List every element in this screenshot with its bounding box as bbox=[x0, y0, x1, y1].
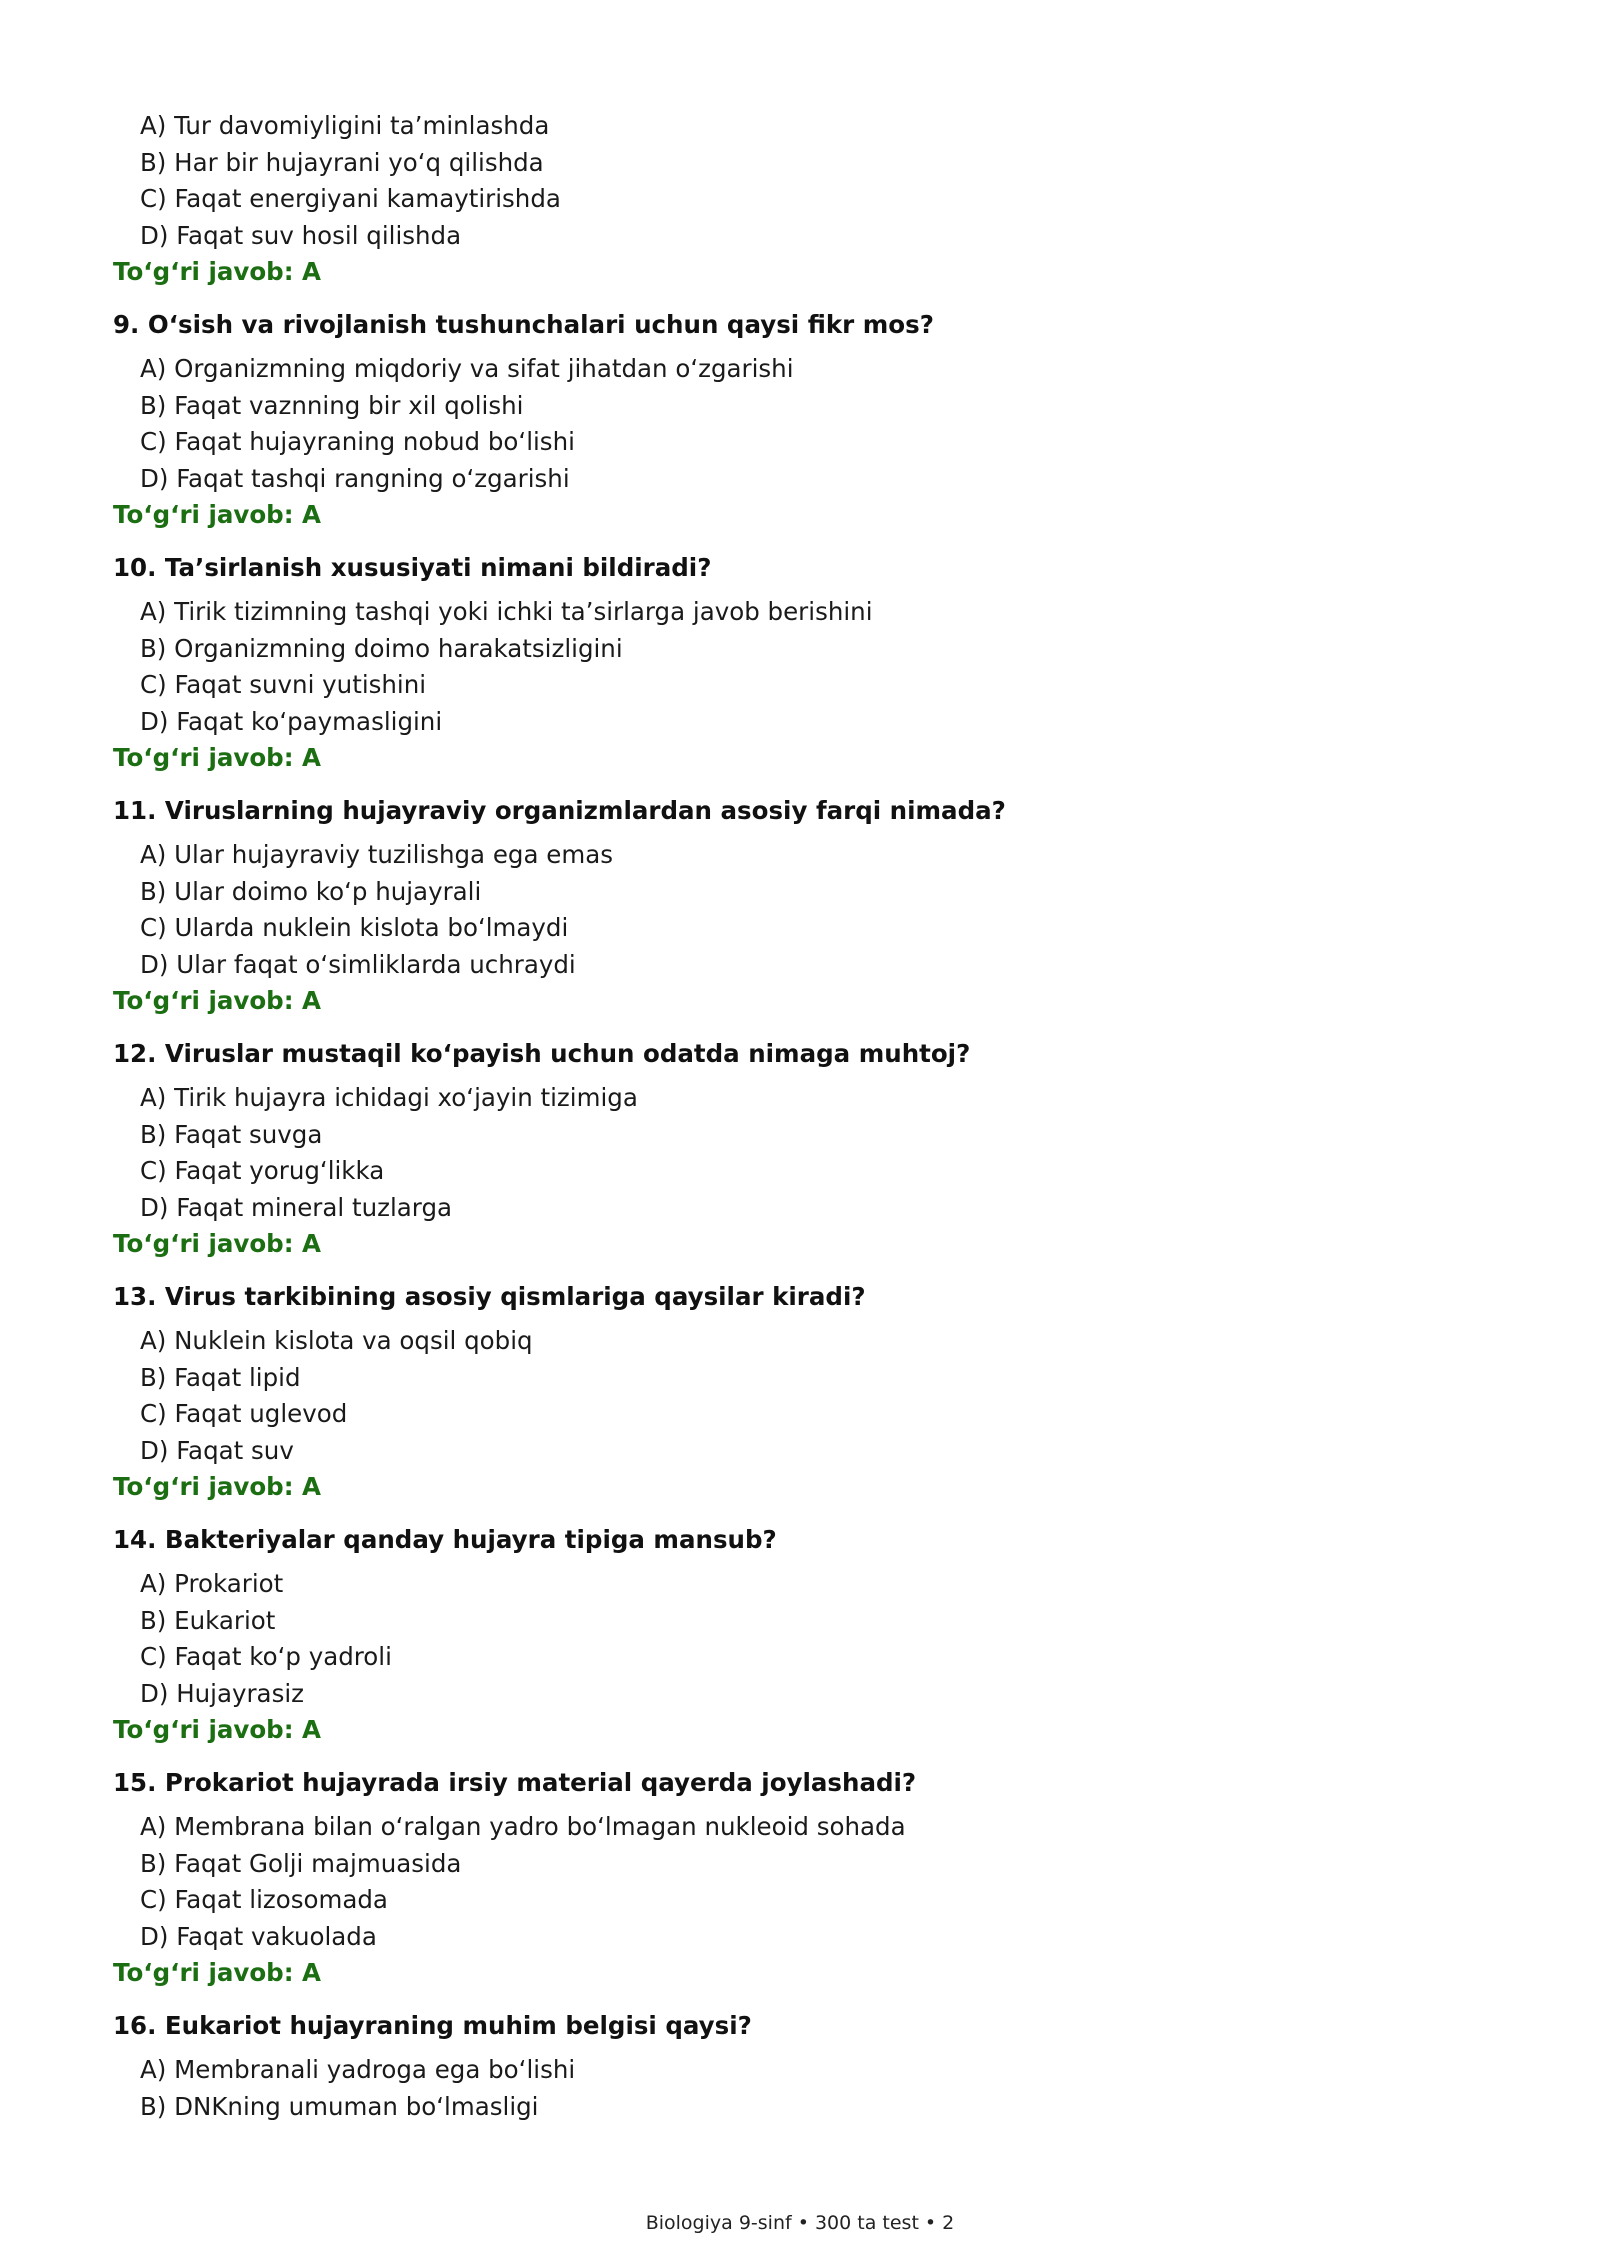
question-12 bbox=[113, 1036, 1493, 1263]
option-a: A) Tur davomiyligini ta’minlashda bbox=[140, 111, 550, 140]
option-d: D) Ular faqat o‘simliklarda uchraydi bbox=[140, 949, 576, 979]
option-c: C) Faqat suvni yutishini bbox=[140, 670, 427, 699]
question-10 bbox=[113, 550, 1493, 777]
option-b: B) Faqat Golji majmuasida bbox=[140, 1848, 462, 1878]
option-c: C) Ularda nuklein kislota bo‘lmaydi bbox=[140, 913, 569, 942]
option-d: D) Faqat vakuolada bbox=[140, 1921, 377, 1951]
correct-answer: To‘g‘ri javob: A bbox=[113, 1472, 322, 1501]
option-b: B) DNKning umuman bo‘lmasligi bbox=[140, 2091, 539, 2121]
option-b: B) Ular doimo ko‘p hujayrali bbox=[140, 876, 482, 906]
correct-answer: To‘g‘ri javob: A bbox=[113, 1958, 322, 1987]
option-b: B) Har bir hujayrani yo‘q qilishda bbox=[140, 147, 544, 177]
question-title: 11. Viruslarning hujayraviy organizmlardan asosiy farqi nimada? bbox=[113, 795, 1006, 825]
option-d: D) Faqat suv bbox=[140, 1435, 294, 1465]
option-a: A) Prokariot bbox=[140, 1569, 284, 1598]
option-a: A) Ular hujayraviy tuzilishga ega emas bbox=[140, 840, 613, 869]
correct-answer: To‘g‘ri javob: A bbox=[113, 743, 322, 772]
question-title: 14. Bakteriyalar qanday hujayra tipiga mansub? bbox=[113, 1524, 777, 1554]
question-14 bbox=[113, 1522, 1493, 1749]
option-c: C) Faqat yorug‘likka bbox=[140, 1156, 385, 1185]
correct-answer: To‘g‘ri javob: A bbox=[113, 257, 322, 286]
correct-answer: To‘g‘ri javob: A bbox=[113, 500, 322, 529]
option-d: D) Faqat tashqi rangning o‘zgarishi bbox=[140, 463, 570, 493]
question-11 bbox=[113, 793, 1493, 1020]
option-c: C) Faqat lizosomada bbox=[140, 1885, 388, 1914]
correct-answer: To‘g‘ri javob: A bbox=[113, 1715, 322, 1744]
option-c: C) Faqat uglevod bbox=[140, 1399, 348, 1428]
question-8-continuation bbox=[113, 108, 1493, 291]
test-content bbox=[113, 108, 1493, 2125]
question-15 bbox=[113, 1765, 1493, 1992]
correct-answer: To‘g‘ri javob: A bbox=[113, 1229, 322, 1258]
question-13 bbox=[113, 1279, 1493, 1506]
option-b: B) Organizmning doimo harakatsizligini bbox=[140, 633, 623, 663]
option-a: A) Organizmning miqdoriy va sifat jihatdan o‘zgarishi bbox=[140, 354, 794, 383]
option-d: D) Faqat mineral tuzlarga bbox=[140, 1192, 453, 1222]
option-d: D) Faqat suv hosil qilishda bbox=[140, 220, 462, 250]
option-b: B) Eukariot bbox=[140, 1605, 276, 1635]
option-b: B) Faqat suvga bbox=[140, 1119, 323, 1149]
question-9 bbox=[113, 307, 1493, 534]
option-a: A) Tirik tizimning tashqi yoki ichki ta’sirlarga javob berishini bbox=[140, 597, 873, 626]
question-title: 9. O‘sish va rivojlanish tushunchalari uchun qaysi fikr mos? bbox=[113, 309, 934, 339]
question-title: 10. Ta’sirlanish xususiyati nimani bildiradi? bbox=[113, 552, 712, 582]
option-a: A) Membrana bilan o‘ralgan yadro bo‘lmagan nukleoid sohada bbox=[140, 1812, 906, 1841]
option-b: B) Faqat lipid bbox=[140, 1362, 301, 1392]
question-title: 12. Viruslar mustaqil ko‘payish uchun odatda nimaga muhtoj? bbox=[113, 1038, 971, 1068]
option-b: B) Faqat vaznning bir xil qolishi bbox=[140, 390, 524, 420]
option-a: A) Membranali yadroga ega bo‘lishi bbox=[140, 2055, 576, 2084]
option-d: D) Hujayrasiz bbox=[140, 1678, 304, 1708]
question-title: 13. Virus tarkibining asosiy qismlariga qaysilar kiradi? bbox=[113, 1281, 866, 1311]
option-c: C) Faqat ko‘p yadroli bbox=[140, 1642, 392, 1671]
option-a: A) Tirik hujayra ichidagi xo‘jayin tizimiga bbox=[140, 1083, 638, 1112]
option-a: A) Nuklein kislota va oqsil qobiq bbox=[140, 1326, 533, 1355]
option-c: C) Faqat hujayraning nobud bo‘lishi bbox=[140, 427, 575, 456]
question-16 bbox=[113, 2008, 1493, 2126]
option-d: D) Faqat ko‘paymasligini bbox=[140, 706, 443, 736]
page-footer: Biologiya 9-sinf • 300 ta test • 2 bbox=[645, 2212, 955, 2234]
correct-answer: To‘g‘ri javob: A bbox=[113, 986, 322, 1015]
option-c: C) Faqat energiyani kamaytirishda bbox=[140, 184, 561, 213]
question-title: 16. Eukariot hujayraning muhim belgisi qaysi? bbox=[113, 2010, 752, 2040]
question-title: 15. Prokariot hujayrada irsiy material qayerda joylashadi? bbox=[113, 1767, 917, 1797]
